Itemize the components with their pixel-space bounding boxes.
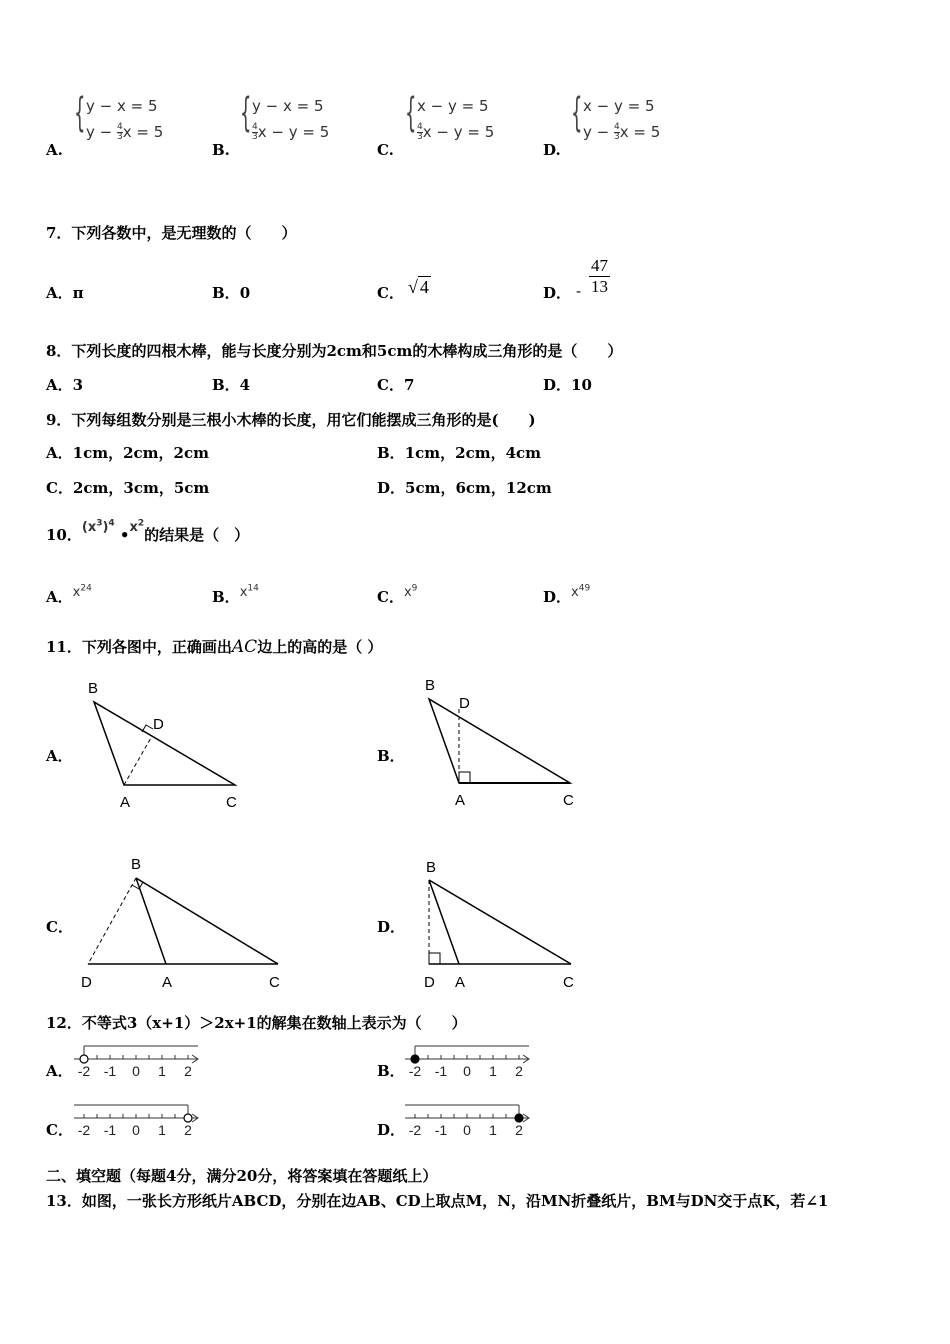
q9-option-d: D．5cm，6cm，12cm [377,479,552,497]
q12-option-d-label: D． [377,1121,406,1139]
closed-dot-icon [515,1114,523,1122]
q12-option-b-label: B． [377,1062,405,1080]
q10-stem: 10．$(x^3)^4$ $•x^2$的结果是（ ） [46,518,250,544]
q9-stem: 9．下列每组数分别是三根小木棒的长度，用它们能摆成三角形的是( ) [46,411,536,429]
equation-line-2: y − $\frac{4}{3}$ x = 5 [86,122,164,142]
equation-line-1: x − y = 5 [417,97,489,115]
brace-icon: { [74,90,86,136]
sqrt-icon: √ [408,277,418,297]
tick-label: 2 [515,1063,523,1079]
tick-label: -2 [408,1122,422,1138]
q8-option-d: D．10 [543,376,592,394]
tick-label: 0 [132,1122,140,1138]
q6-option-c-label: C. [377,141,394,159]
q7-option-d-fraction: 47 13 [591,256,608,296]
equation-line-1: y − x = 5 [252,97,324,115]
tick-label: 1 [158,1122,166,1138]
equation-line-2: $\frac{4}{3}$ x − y = 5 [417,122,495,142]
q8-option-c: C．7 [377,376,415,394]
point-a-label: A [455,792,466,809]
point-b-label: B [131,856,142,873]
tick-label: -2 [77,1122,91,1138]
closed-dot-icon [411,1055,419,1063]
tick-label: 0 [463,1122,471,1138]
q12-numberline-d [401,1099,541,1141]
q12-stem: 12．不等式3（x+1）＞2x+1的解集在数轴上表示为（ ） [46,1014,467,1032]
q11-option-b-label: B． [377,747,405,765]
q6-option-d-system [571,90,691,147]
q11-option-c-label: C． [46,918,73,936]
point-d-label: D [153,716,164,733]
point-c-label: C [226,794,237,811]
point-b-label: B [425,677,436,694]
tick-label: -1 [103,1063,117,1079]
q8-option-b: B．4 [212,376,251,394]
q12-numberline-b [401,1040,541,1082]
tick-label: 2 [184,1063,192,1079]
q6-option-a-system [74,90,194,147]
q13-stem: 13．如图，一张长方形纸片ABCD，分别在边AB、CD上取点M，N，沿MN折叠纸片，BM与DN交于点K，若∠1 [46,1192,829,1210]
tick-label: 2 [515,1122,523,1138]
equation-line-2: y − $\frac{4}{3}$ x = 5 [583,122,661,142]
q7-option-b: B．0 [212,284,251,302]
q11-stem: 11．下列各图中，正确画出AC边上的高的是（ ） [46,637,383,657]
q6-option-b-label: B. [212,141,230,159]
q6-option-b-system [240,90,360,147]
q7-option-d: D． [543,284,572,302]
point-a-label: A [162,974,173,991]
tick-label: -2 [77,1063,91,1079]
point-a-label: A [120,794,131,811]
q7-option-a: A．π [46,284,84,302]
tick-label: 1 [489,1122,497,1138]
point-d-label: D [459,695,470,712]
tick-label: 1 [489,1063,497,1079]
q6-option-a-label: A. [46,141,63,159]
equation-line-2: $\frac{4}{3}$ x − y = 5 [252,122,330,142]
q10-expression-2: $x^2$ [129,518,145,535]
q7-option-c: C． [377,284,404,302]
q7-stem: 7．下列各数中，是无理数的（ ） [46,224,297,242]
section-2-heading: 二、填空题（每题4分，满分20分，将答案填在答题纸上） [46,1167,438,1185]
q6-option-d-label: D. [543,141,561,159]
q10-option-c: C．$x^9$ [377,583,418,606]
q11-figure-a [80,675,250,815]
q10-option-d: D．$x^{49}$ [543,583,591,606]
q9-option-c: C．2cm，3cm，5cm [46,479,210,497]
equation-line-1: y − x = 5 [86,97,158,115]
point-c-label: C [563,974,574,991]
point-b-label: B [426,859,437,876]
q11-figure-d [415,850,595,995]
q8-stem: 8．下列长度的四根木棒，能与长度分别为2cm和5cm的木棒构成三角形的是（ ） [46,342,623,360]
q11-option-d-label: D． [377,918,406,936]
q12-option-c-label: C． [46,1121,73,1139]
q6-option-c-system [405,90,525,147]
q7-option-d-sign: - [576,282,582,300]
tick-label: -2 [408,1063,422,1079]
open-dot-icon [184,1114,192,1122]
brace-icon: { [240,90,252,136]
tick-label: -1 [434,1122,448,1138]
tick-label: 0 [463,1063,471,1079]
q12-numberline-a [70,1040,210,1082]
point-c-label: C [563,792,574,809]
q10-expression: $(x^3)^4$ [81,518,115,535]
point-d-label: D [81,974,92,991]
sqrt-expression: √ 4 [408,277,429,297]
q9-option-b: B．1cm，2cm，4cm [377,444,542,462]
point-d-label: D [424,974,435,991]
tick-label: 0 [132,1063,140,1079]
q12-option-a-label: A． [46,1062,73,1080]
q10-option-a: A．$x^{24}$ [46,583,92,606]
point-b-label: B [88,680,99,697]
brace-icon: { [571,90,583,136]
point-a-label: A [455,974,466,991]
q11-figure-b [415,672,595,812]
q10-option-b: B．$x^{14}$ [212,583,259,606]
q11-figure-c [78,850,293,995]
open-dot-icon [80,1055,88,1063]
q8-option-a: A．3 [46,376,84,394]
equation-line-1: x − y = 5 [583,97,655,115]
q9-option-a: A．1cm，2cm，2cm [46,444,209,462]
tick-label: 1 [158,1063,166,1079]
point-c-label: C [269,974,280,991]
tick-label: 2 [184,1122,192,1138]
q11-option-a-label: A． [46,747,73,765]
brace-icon: { [405,90,417,136]
tick-label: -1 [434,1063,448,1079]
q12-numberline-c [70,1099,210,1141]
tick-label: -1 [103,1122,117,1138]
